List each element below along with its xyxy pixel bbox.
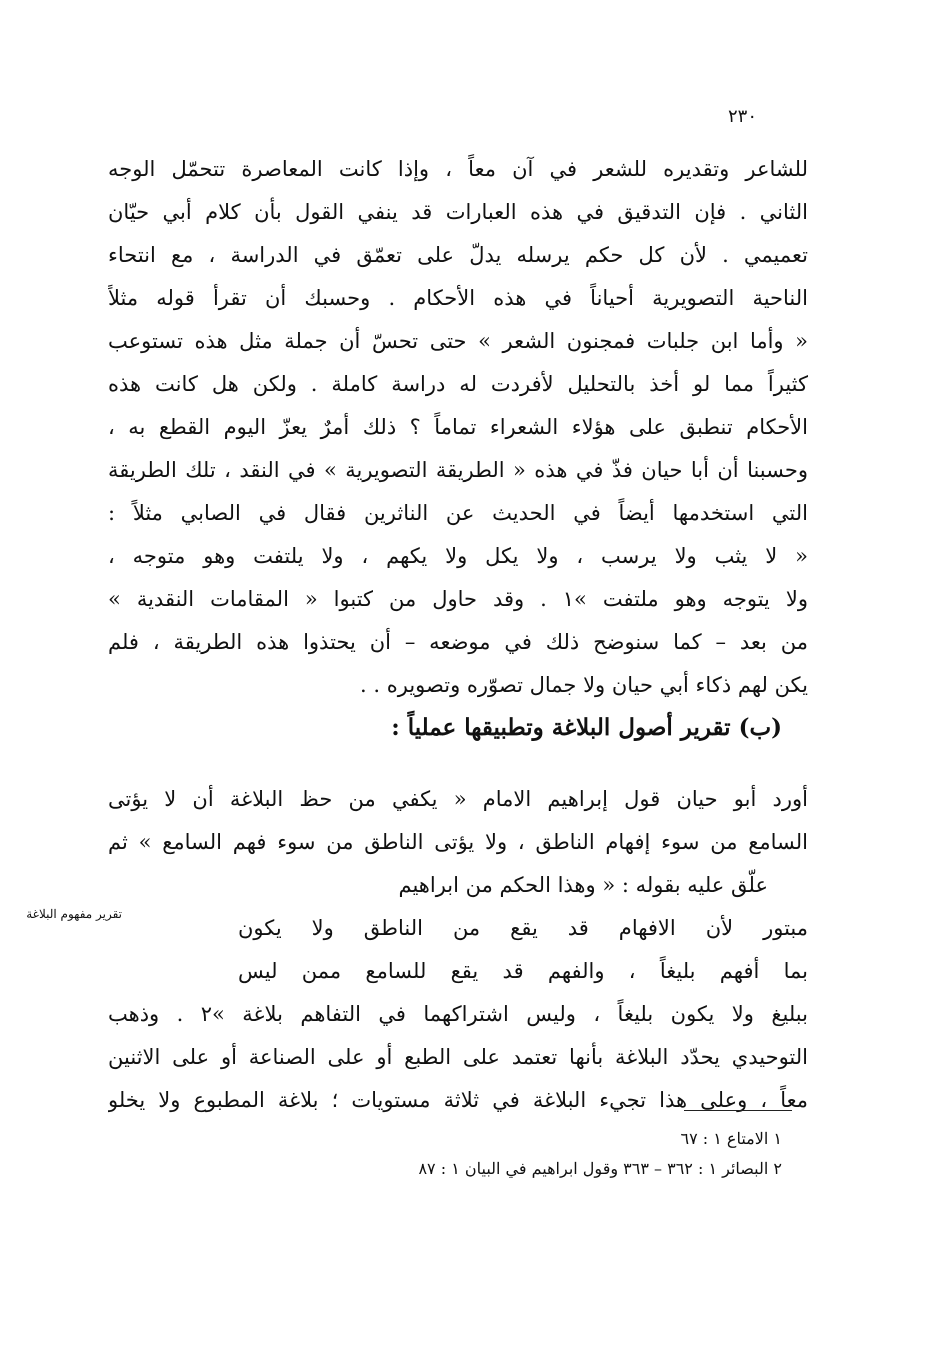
paragraph-1 xyxy=(108,148,808,707)
text-line: التي استخدمها أيضاً في الحديث عن الناثرين فقال في الصابي مثلاً : xyxy=(108,501,808,525)
text-line: أورد أبو حيان قول إبراهيم الامام « يكفي من حظ البلاغة أن لا يؤتى xyxy=(108,787,808,811)
text-line: التوحيدي يحدّد البلاغة بأنها تعتمد على الطبع أو على الصناعة أو على الاثنين xyxy=(108,1045,808,1069)
paragraph-2 xyxy=(108,778,808,1122)
text-line: تعميمي . لأن كل حكم يرسله يدلّ على تعمّق في الدراسة ، مع انتحاء xyxy=(108,243,808,267)
text-line: الأحكام تنطبق على هؤلاء الشعراء تماماً ؟ ذلك أمرٌ يعزّ اليوم القطع به ، xyxy=(108,415,808,439)
section-heading: (ب) تقرير أصول البلاغة وتطبيقها عملياً : xyxy=(391,714,782,741)
text-line: السامع من سوء إفهام الناطق ، ولا يؤتى الناطق من سوء فهم السامع » ثم xyxy=(108,830,808,854)
text-line: بما أفهم بليغاً ، والفهم قد يقع للسامع ممن ليس xyxy=(238,959,808,983)
text-line: مبتور لأن الافهام قد يقع من الناطق ولا يكون xyxy=(238,916,808,940)
footnote-separator xyxy=(684,1110,792,1111)
footnote: ١ الامتاع ١ : ٦٧ xyxy=(680,1129,782,1148)
text-line: معاً ، وعلى هذا تجيء البلاغة في ثلاثة مستويات ؛ بلاغة المطبوع ولا يخلو xyxy=(108,1088,808,1112)
footnote: ٢ البصائر ١ : ٣٦٢ – ٣٦٣ وقول ابراهيم في البيان ١ : ٨٧ xyxy=(418,1159,782,1178)
text-line: وحسبنا أن أبا حيان فذّ في هذه « الطريقة التصويرية » في النقد ، تلك الطريقة xyxy=(108,458,808,482)
text-line: « وأما ابن جلبات فمجنون الشعر » حتى تحسّ أن جملة مثل هذه تستوعب xyxy=(108,329,808,353)
text-line: ببليغ ولا يكون بليغاً ، وليس اشتراكهما في التفاهم بلاغة »٢ . وذهب xyxy=(108,1002,808,1026)
text-line: يكن لهم ذكاء أبي حيان ولا جمال تصوّره وتصويره . . xyxy=(360,673,808,697)
text-line: للشاعر وتقديره للشعر في آن معاً ، وإذا كانت المعاصرة تتحمّل الوجه xyxy=(108,157,808,181)
text-line: علّق عليه بقوله : « وهذا الحكم من ابراهيم xyxy=(398,873,768,897)
text-line: الناحية التصويرية أحياناً في هذه الأحكام . وحسبك أن تقرأ قوله مثلاً xyxy=(108,286,808,310)
text-line: الثاني . فإن التدقيق في هذه العبارات قد ينفي القول بأن كلام أبي حيّان xyxy=(108,200,808,224)
text-line: ولا يتوجه وهو ملتفت »١ . وقد حاول من كتبوا « المقامات النقدية » xyxy=(108,587,808,611)
footnotes xyxy=(300,1124,782,1184)
text-line: « لا يثب ولا يرسب ، ولا يكل ولا يكهم ، ولا يلتفت وهو متوجه ، xyxy=(108,544,808,568)
text-line: من بعد – كما سنوضح ذلك في موضعه – أن يحتذوا هذه الطريقة ، فلم xyxy=(108,630,808,654)
margin-note: تقرير مفهوم البلاغة xyxy=(26,907,122,921)
text-line: كثيراً مما لو أخذ بالتحليل لأفردت له دراسة كاملة . ولكن هل كانت هذه xyxy=(108,372,808,396)
page-number: ٢٣٠ xyxy=(728,106,758,127)
